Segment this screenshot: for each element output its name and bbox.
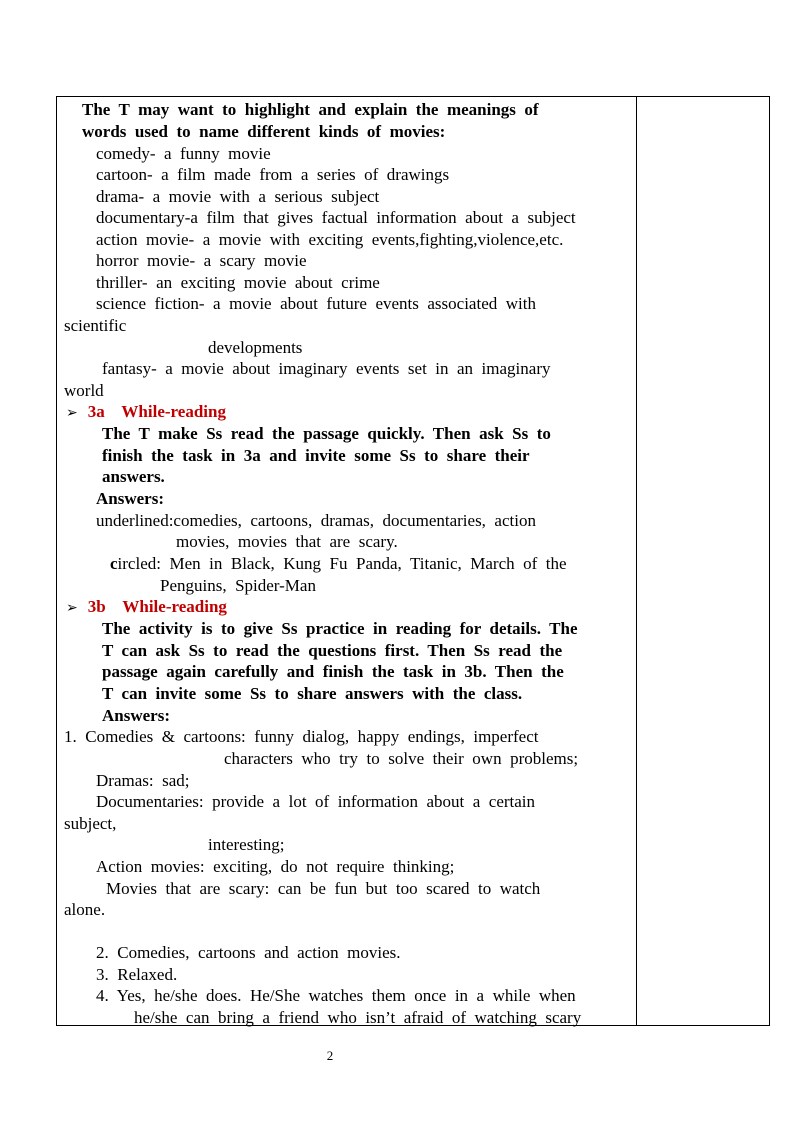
text-line: Action movies: exciting, do not require thinking; [96,857,455,876]
text-line: circled: Men in Black, Kung Fu Panda, Titanic, March of the [110,554,567,573]
text-line: fantasy- a movie about imaginary events set in an imaginary [102,359,551,378]
text-line: thriller- an exciting movie about crime [96,273,380,292]
text-line: passage again carefully and finish the task in 3b. Then the [102,662,564,681]
text-line: Answers: [96,489,164,508]
text-line: world [64,381,104,400]
text-line: movies, movies that are scary. [176,532,398,551]
text-line: science fiction- a movie about future events associated with [96,294,536,313]
text-line: comedy- a funny movie [96,144,271,163]
text-line: alone. [64,900,106,919]
text-line: developments [208,338,303,357]
text-line: Penguins, Spider-Man [160,576,316,595]
text-line: interesting; [208,835,285,854]
text-line: underlined:comedies, cartoons, dramas, documentaries, action [96,511,536,530]
text-line: subject, [64,814,117,833]
text-line: answers. [102,467,165,486]
text-line: scientific [64,316,127,335]
text-line: 3. Relaxed. [96,965,178,984]
text-line: words used to name different kinds of movies: [82,122,446,141]
arrow-bullet-icon: ➢ [66,406,78,421]
text-line: Dramas: sad; [96,771,190,790]
text-line: 1. Comedies & cartoons: funny dialog, happy endings, imperfect [64,727,539,746]
text-line: finish the task in 3a and invite some Ss to share their [102,446,530,465]
text-line: he/she can bring a friend who isn’t afraid of watching scary [134,1008,582,1027]
text-line: Answers: [102,706,170,725]
text-line: 2. Comedies, cartoons and action movies. [96,943,401,962]
text-line: characters who try to solve their own problems; [224,749,579,768]
text-line: cartoon- a film made from a series of drawings [96,165,450,184]
text-line: The T may want to highlight and explain the meanings of [82,100,539,119]
text-line: T can invite some Ss to share answers with the class. [102,684,523,703]
text-line: action movie- a movie with exciting events,fighting,violence,etc. [96,230,564,249]
section-heading: ➢ 3a While-reading [66,402,226,421]
text-line: Documentaries: provide a lot of information about a certain [96,792,536,811]
column-divider [636,97,637,1025]
text-line: Movies that are scary: can be fun but too scared to watch [106,879,541,898]
text-line: T can ask Ss to read the questions first. Then Ss read the [102,641,563,660]
page-number: 2 [326,1048,334,1063]
text-line: The T make Ss read the passage quickly. Then ask Ss to [102,424,551,443]
text-line: The activity is to give Ss practice in reading for details. The [102,619,578,638]
text-line: 4. Yes, he/she does. He/She watches them once in a while when [96,986,576,1005]
section-heading: ➢ 3b While-reading [66,597,227,616]
text-line: documentary-a film that gives factual information about a subject [96,208,576,227]
text-line: drama- a movie with a serious subject [96,187,380,206]
arrow-bullet-icon: ➢ [66,601,78,616]
text-line: horror movie- a scary movie [96,251,307,270]
